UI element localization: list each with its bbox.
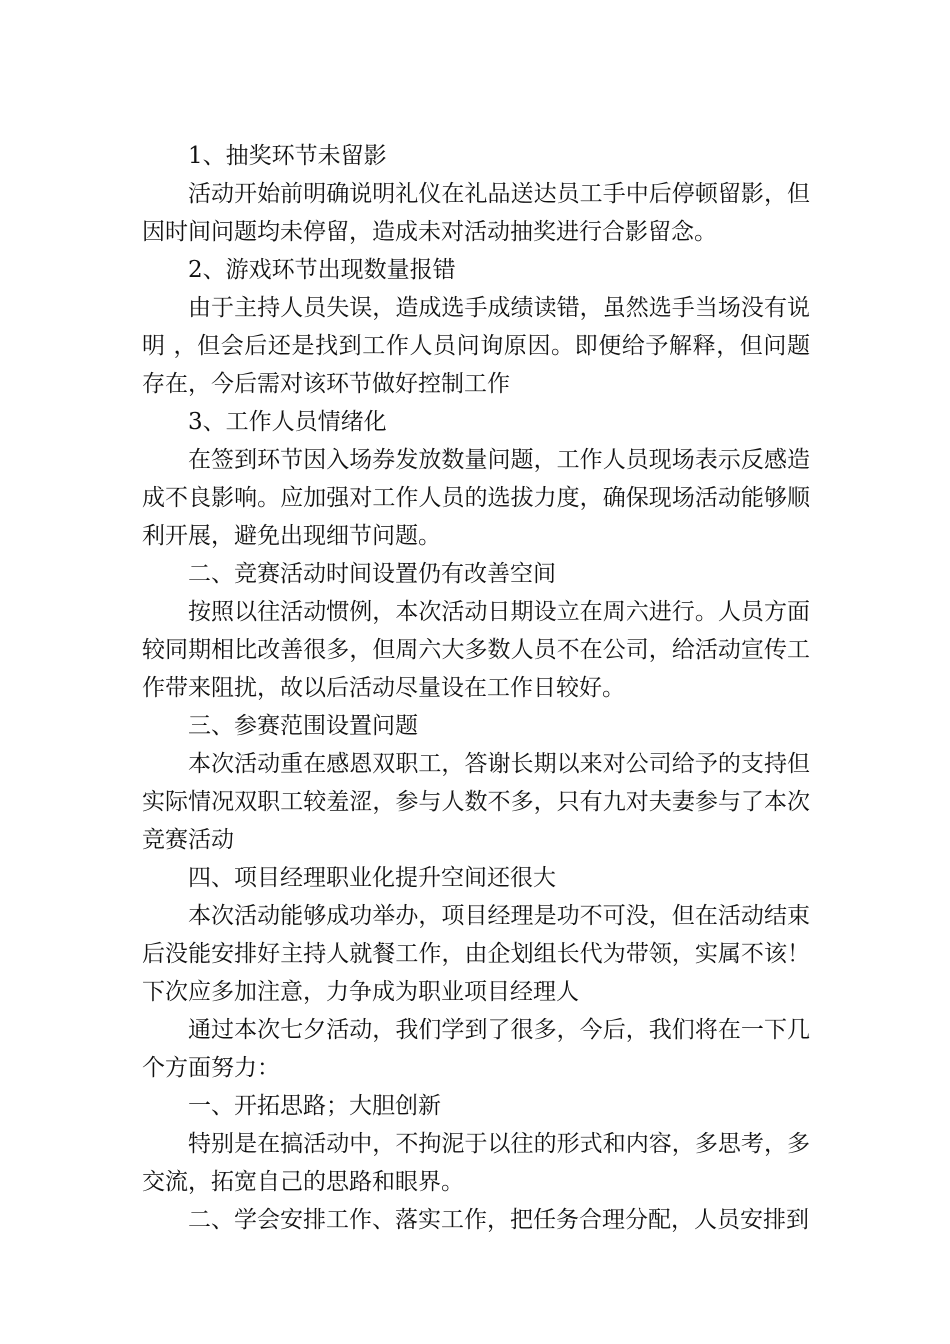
paragraph-staff-detail: 在签到环节因入场券发放数量问题，工作人员现场表示反感造成不良影响。应加强对工作人员的选拔力度，确保现场活动能够顺利开展，避免出现细节问题。 <box>142 447 810 549</box>
heading-1-lottery-no-photo: 1、抽奖环节未留影 <box>188 143 387 169</box>
paragraph-game-detail: 由于主持人员失误，造成选手成绩读错，虽然选手当场没有说明 ，但会后还是找到工作人员问询原因。即便给予解释，但问题存在，今后需对该环节做好控制工作 <box>142 295 810 397</box>
paragraph-work-arrangement: 二、学会安排工作、落实工作，把任务合理分配，人员安排到 <box>188 1207 809 1233</box>
heading-three-scope: 三、参赛范围设置问题 <box>188 713 418 739</box>
heading-3-staff-emotional: 3、工作人员情绪化 <box>188 409 387 435</box>
paragraph-summary-intro: 通过本次七夕活动，我们学到了很多，今后，我们将在一下几个方面努力： <box>142 1017 810 1081</box>
heading-one-innovate: 一、开拓思路；大胆创新 <box>188 1093 441 1119</box>
paragraph-schedule-detail: 按照以往活动惯例，本次活动日期设立在周六进行。人员方面较同期相比改善很多，但周六大多数人员不在公司，给活动宣传工作带来阻扰，故以后活动尽量设在工作日较好。 <box>142 599 810 701</box>
heading-2-game-count-error: 2、游戏环节出现数量报错 <box>188 257 456 283</box>
document-body <box>142 137 810 1239</box>
paragraph-innovate-detail: 特别是在搞活动中，不拘泥于以往的形式和内容，多思考，多交流，拓宽自己的思路和眼界。 <box>142 1131 810 1195</box>
paragraph-lottery-detail: 活动开始前明确说明礼仪在礼品送达员工手中后停顿留影，但因时间问题均未停留，造成未对活动抽奖进行合影留念。 <box>142 181 810 245</box>
heading-four-project-manager: 四、项目经理职业化提升空间还很大 <box>188 865 556 891</box>
paragraph-scope-detail: 本次活动重在感恩双职工，答谢长期以来对公司给予的支持但实际情况双职工较羞涩，参与人数不多，只有九对夫妻参与了本次竞赛活动 <box>142 751 810 853</box>
heading-two-schedule: 二、竞赛活动时间设置仍有改善空间 <box>188 561 556 587</box>
paragraph-project-manager-detail: 本次活动能够成功举办，项目经理是功不可没，但在活动结束后没能安排好主持人就餐工作，由企划组长代为带领，实属不该！下次应多加注意，力争成为职业项目经理人 <box>142 903 810 1005</box>
